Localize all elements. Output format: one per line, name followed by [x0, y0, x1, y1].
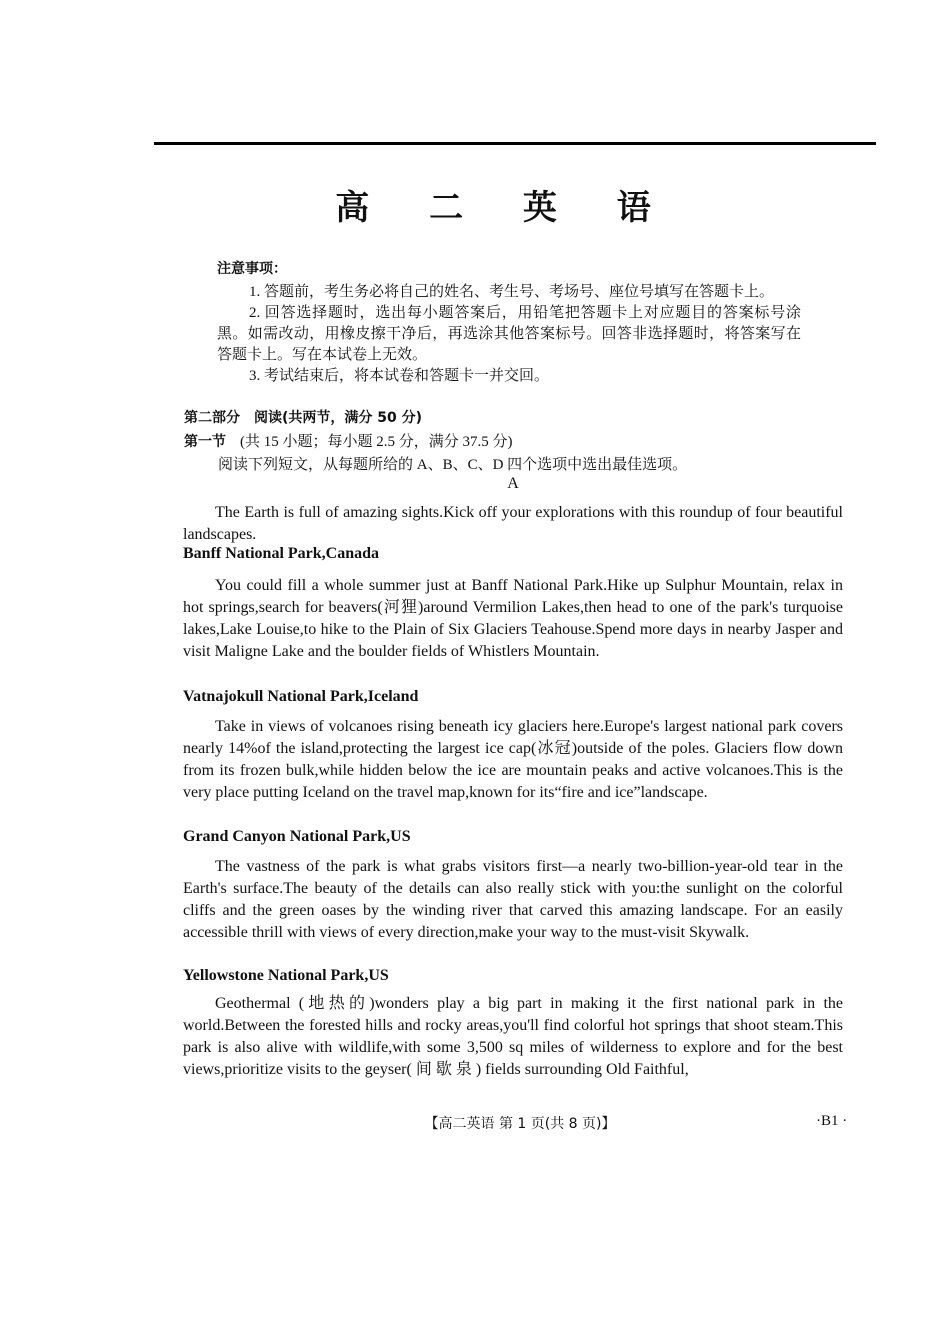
- note-item-2: 2. 回答选择题时，选出每小题答案后，用铅笔把答题卡上对应题目的答案标号涂黑。如需改动，用橡皮擦干净后，再选涂其他答案标号。回答非选择题时，将答案写在答题卡上。写在本试卷上无效。: [217, 305, 801, 363]
- note-item-3: 3. 考试结束后，将本试卷和答题卡一并交回。: [249, 368, 550, 384]
- park-section-banff: [183, 543, 843, 565]
- park-text-vatnajokull: [183, 716, 843, 804]
- page-title: 高 二 英 语: [335, 188, 675, 228]
- part-heading: 第二部分 阅读(共两节，满分 50 分): [184, 410, 423, 426]
- passage-intro: [183, 502, 843, 546]
- park-section-grand-canyon: [183, 826, 843, 848]
- park-text: Geothermal (地热的)wonders play a big part in making it the first national park in the world.Between the forested hills and rocky areas,you'll find colorful hot springs that shoot steam.This park is also alive with wildlife,with some 3,500 sq miles of wilderness to explore and for the best views,prioritize visits to the geyser( 间 歇 泉 ) fields surrounding Old Faithful,: [183, 995, 843, 1078]
- notes-heading: 注意事项：: [217, 261, 287, 277]
- park-section-vatnajokull: [183, 686, 843, 708]
- section-heading: [184, 430, 844, 451]
- passage-letter: A: [507, 475, 519, 492]
- park-text-banff: [183, 575, 843, 663]
- park-text: You could fill a whole summer just at Banff National Park.Hike up Sulphur Mountain, relax in hot springs,search for beavers(河狸)around Vermilion Lakes,then head to one of the park's turquoise lakes,Lake Louise,to hike to the Plain of Six Glaciers Teahouse.Spend more days in nearby Jasper and visit Maligne Lake and the boulder fields of Whistlers Mountain.: [183, 577, 843, 660]
- park-text: The vastness of the park is what grabs visitors first—a nearly two-billion-year-old tear in the Earth's surface.The beauty of the details can also really stick with you:the sunlight on the colorful cliffs and the green oases by the winding river that carved this amazing landscape. For an easily accessible thrill with views of every direction,make your way to the must-visit Skywalk.: [183, 858, 843, 941]
- park-text: Take in views of volcanoes rising beneath icy glaciers here.Europe's largest national park covers nearly 14%of the island,protecting the largest ice cap(冰冠)outside of the poles. Glaciers flow down from its frozen bulk,while hidden below the ice are mountain peaks and active volcanoes.This is the very place putting Iceland on the travel map,known for its“fire and ice”landscape.: [183, 718, 843, 801]
- note-item-1: 1. 答题前，考生务必将自己的姓名、考生号、考场号、座位号填写在答题卡上。: [249, 284, 775, 300]
- intro-text: The Earth is full of amazing sights.Kick off your explorations with this roundup of four beautiful landscapes.: [183, 504, 843, 543]
- park-section-yellowstone: [183, 965, 843, 987]
- park-heading: Banff National Park,Canada: [183, 545, 380, 562]
- page-number-label: 【高二英语 第 1 页(共 8 页)】: [424, 1116, 616, 1132]
- park-text-yellowstone: [183, 993, 843, 1081]
- park-heading: Grand Canyon National Park,US: [183, 828, 411, 845]
- paper-code: ·B1 ·: [816, 1113, 848, 1129]
- section-info: (共 15 小题；每小题 2.5 分，满分 37.5 分): [240, 434, 513, 450]
- park-heading: Vatnajokull National Park,Iceland: [183, 688, 419, 705]
- notes-block: [217, 259, 801, 387]
- park-text-grand-canyon: [183, 856, 843, 944]
- park-heading: Yellowstone National Park,US: [183, 967, 389, 984]
- section-label: 第一节: [184, 434, 226, 450]
- instruction: 阅读下列短文，从每题所给的 A、B、C、D 四个选项中选出最佳选项。: [218, 457, 688, 473]
- top-rule: [154, 142, 876, 145]
